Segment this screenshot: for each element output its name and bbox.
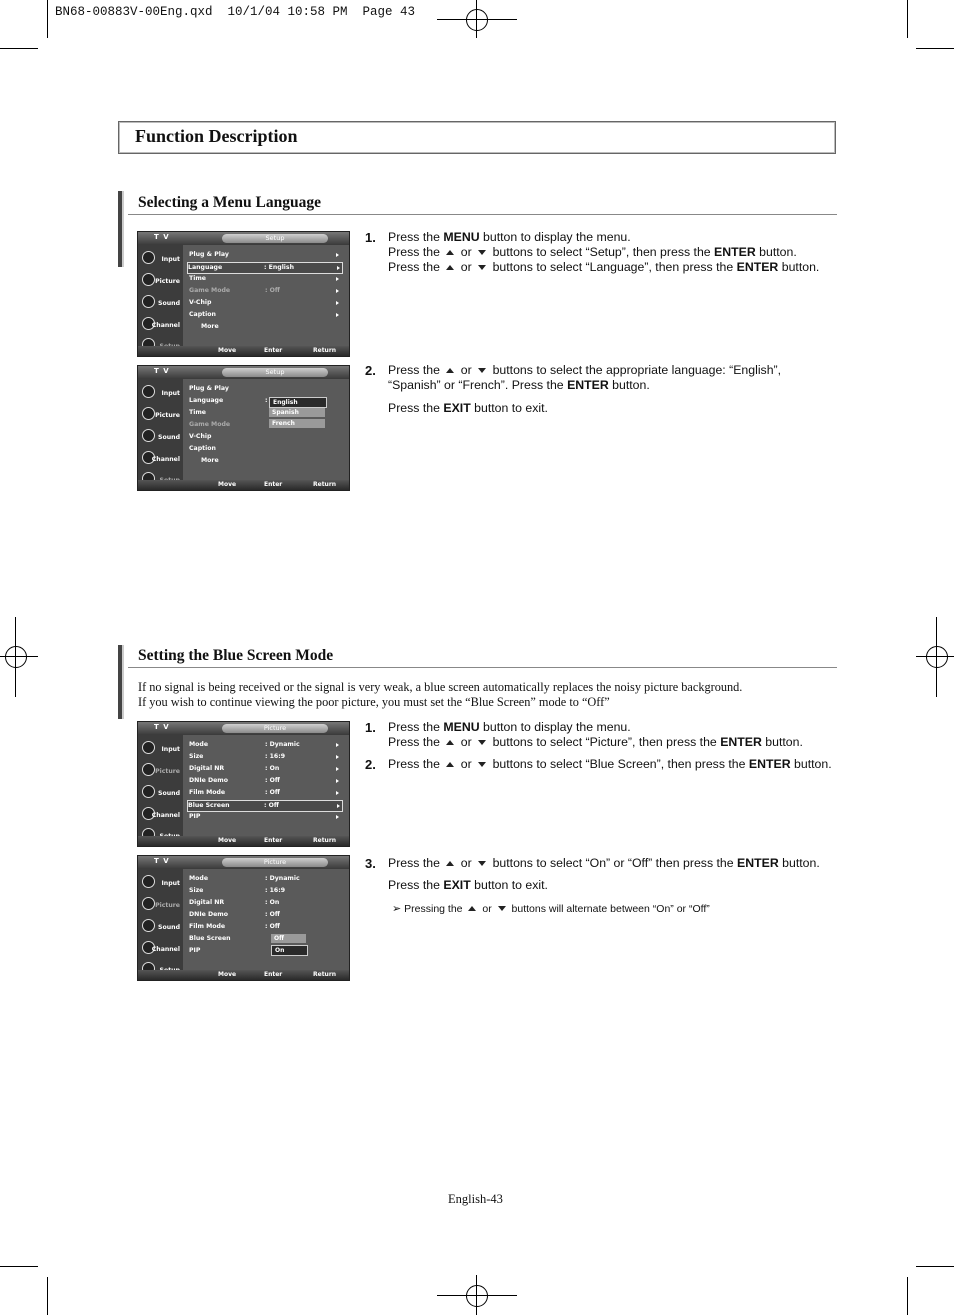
picture-icon [142,273,155,286]
crop-mark [907,1277,908,1315]
osd-setup-menu: T V Setup Input Picture Sound Channel Plug & Play Language : English Time Game Mode : Off V-Chip Caption More Move Enter Return [137,231,350,357]
osd-picture-menu: T V Picture Input Picture Sound Channel Mode : Dynamic Size : 16:9 Digital NR : On DNIe Demo : Off Film Mode : Off Blue Screen : Off PIP Move Enter Return [137,721,350,847]
note: ➢ Pressing the or buttons will alternate between “On” or “Off” [392,903,710,915]
file-slug: BN68-00883V-00Eng.qxd 10/1/04 10:58 PM Page 43 [55,5,416,19]
osd-row-selected: Language : English [187,262,343,274]
page-title-box [118,121,836,154]
up-arrow-icon [446,861,454,866]
registration-mark [466,9,488,31]
up-arrow-icon [446,762,454,767]
down-arrow-icon [478,740,486,745]
osd-header: Setup [222,234,328,243]
registration-mark [15,617,16,697]
osd-blue-screen-menu: T V Picture Input Picture Sound Channel Mode : Dynamic Size : 16:9 Digital NR : On DNIe Demo : Off Film Mode : Off Blue Screen PIP Off On Move Enter Return [137,855,350,981]
osd-row: More [201,323,219,330]
down-arrow-icon [478,861,486,866]
crop-mark [47,0,48,38]
step-text: Press the EXIT button to exit. [388,401,548,415]
sound-icon [142,295,155,308]
step-number: 2. [365,363,376,378]
up-arrow-icon [446,368,454,373]
crop-mark [0,48,38,49]
osd-option-off: Off [271,934,306,943]
crop-mark [0,1266,38,1267]
step-text: Press the or buttons to select “On” or “Off” then press the ENTER button. [388,856,820,870]
up-arrow-icon [446,250,454,255]
osd-side-input: Input [138,247,183,268]
page-number: English-43 [448,1192,503,1206]
down-arrow-icon [478,265,486,270]
section-bar [118,191,124,267]
step-text: Press the MENU button to display the menu. Press the or buttons to select “Setup”, then press the ENTER button. Press the or buttons to select “Language”, then press the ENTER button. [388,230,820,274]
section-bar [118,645,124,719]
step-text: Press the or buttons to select “Blue Screen”, then press the ENTER button. [388,757,832,771]
osd-row: Game Mode : Off [189,286,341,296]
step-number: 1. [365,230,376,245]
section-rule [128,667,837,668]
registration-mark [476,1275,477,1315]
down-arrow-icon [498,906,506,911]
registration-mark [476,0,477,38]
step-number: 2. [365,757,376,772]
input-icon [142,741,155,754]
osd-tv-label: T V [154,233,170,241]
osd-side-sound: Sound [138,291,183,312]
step-text: Press the MENU button to display the menu. Press the or buttons to select “Picture”, then press the ENTER button. [388,720,803,749]
osd-row: Plug & Play [189,250,341,260]
registration-mark [5,646,27,668]
registration-mark [437,1295,517,1296]
crop-mark [47,1277,48,1315]
osd-option-spanish: Spanish [269,408,325,417]
down-arrow-icon [478,250,486,255]
sound-icon [142,919,155,932]
intro-text: If no signal is being received or the signal is very weak, a blue screen automatically replaces the noisy picture background. [138,680,743,694]
registration-mark [926,646,948,668]
up-arrow-icon [446,265,454,270]
crop-mark [916,48,954,49]
step-text: Press the or buttons to select the appropriate language: “English”, “Spanish” or “French”. Press the ENTER button. [388,363,782,392]
osd-side-channel: Channel [138,313,183,334]
step-number: 1. [365,720,376,735]
intro-text: If you wish to continue viewing the poor picture, you must set the “Blue Screen” mode to “Off” [138,695,610,709]
down-arrow-icon [478,762,486,767]
osd-side-picture: Picture [138,269,183,290]
osd-row: V-Chip [189,298,341,308]
input-icon [142,875,155,888]
step-text: Press the EXIT button to exit. [388,878,548,892]
page-title: Function Description [135,126,298,146]
osd-option-french: French [269,419,325,428]
picture-icon [142,763,155,776]
osd-option-english: English [269,397,327,408]
registration-mark [936,617,937,697]
step-number: 3. [365,856,376,871]
picture-icon [142,407,155,420]
section-title: Selecting a Menu Language [138,194,321,211]
registration-mark [916,656,954,657]
osd-row: Caption [189,310,341,320]
osd-option-on: On [271,945,308,956]
up-arrow-icon [446,740,454,745]
down-arrow-icon [478,368,486,373]
input-icon [142,385,155,398]
osd-row: Time [189,274,341,284]
section-rule [128,214,837,215]
sound-icon [142,429,155,442]
registration-mark [0,656,38,657]
section-title: Setting the Blue Screen Mode [138,647,334,664]
sound-icon [142,785,155,798]
registration-mark [466,1285,488,1307]
picture-icon [142,897,155,910]
input-icon [142,251,155,264]
up-arrow-icon [468,906,476,911]
registration-mark [437,19,517,20]
osd-language-menu: T V Setup Input Picture Sound Channel Plug & Play Language : Time Game Mode V-Chip Caption More English Spanish French Move Enter Return [137,365,350,491]
crop-mark [916,1266,954,1267]
crop-mark [907,0,908,38]
note-arrow-icon: ➢ [392,903,402,915]
